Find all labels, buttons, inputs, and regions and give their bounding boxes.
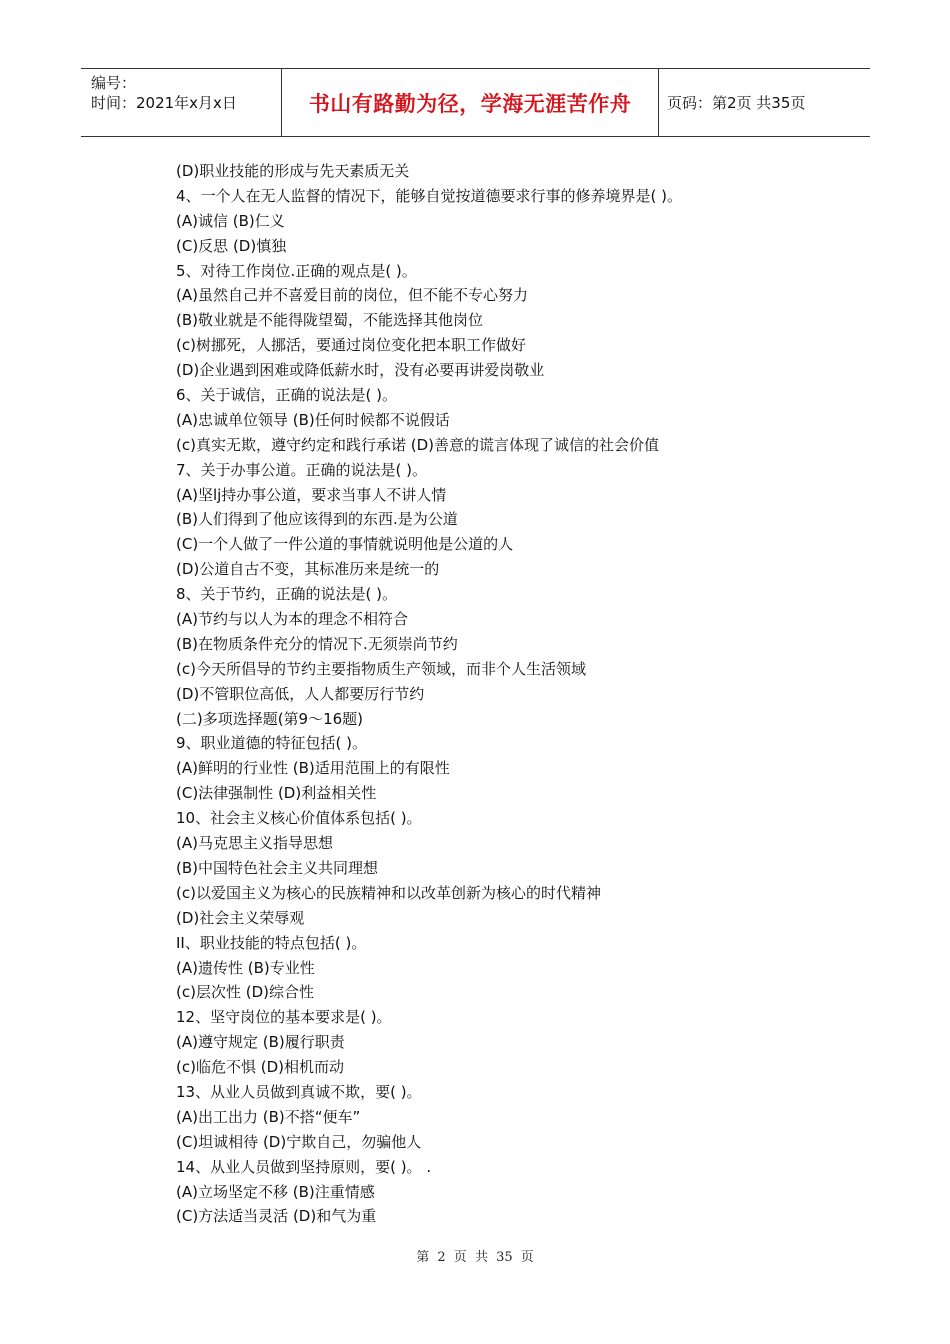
text-line: 12、坚守岗位的基本要求是( )。 — [176, 1008, 392, 1027]
text-line: 7、关于办事公道。正确的说法是( )。 — [176, 460, 428, 479]
text-line: 13、从业人员做到真诚不欺，要( )。 — [176, 1082, 422, 1101]
text-line: (C)法律强制性 (D)利益相关性 — [176, 784, 377, 803]
document-number-label: 编号： — [91, 74, 137, 92]
header-meta — [81, 69, 282, 136]
text-line: (A)鲜明的行业性 (B)适用范围上的有限性 — [176, 759, 450, 778]
text-line: 6、关于诚信，正确的说法是( )。 — [176, 386, 398, 405]
text-line: (C)反思 (D)慎独 — [176, 236, 287, 255]
text-line: (c)层次性 (D)综合性 — [176, 983, 314, 1002]
text-line: (c)临危不惧 (D)相机而动 — [176, 1058, 344, 1077]
footer-part: 页 — [453, 1250, 467, 1265]
text-line: 4、一个人在无人监督的情况下，能够自觉按道德要求行事的修养境界是( )。 — [176, 186, 683, 205]
text-line: (c)以爱国主义为核心的民族精神和以改革创新为核心的时代精神 — [176, 883, 601, 902]
header-page-info: 页码：第2页 共35页 — [667, 94, 806, 112]
text-line: (二)多项选择题(第9～16题) — [176, 709, 364, 728]
text-line: (A)虽然自己并不喜爱目前的岗位，但不能不专心努力 — [176, 286, 528, 305]
text-line: (A)遗传性 (B)专业性 — [176, 958, 315, 977]
text-line: (A)诚信 (B)仁义 — [176, 211, 285, 230]
text-line: 5、对待工作岗位.正确的观点是( )。 — [176, 261, 417, 280]
text-line: (C)方法适当灵活 (D)和气为重 — [176, 1207, 377, 1226]
footer-part: 页 — [520, 1250, 534, 1265]
header-motto: 书山有路勤为径，学海无涯苦作舟 — [282, 69, 659, 136]
text-line: 10、社会主义核心价值体系包括( )。 — [176, 809, 422, 828]
text-line: (D)社会主义荣辱观 — [176, 908, 305, 927]
text-line: (D)职业技能的形成与先天素质无关 — [176, 162, 410, 180]
text-line: (D)企业遇到困难或降低薪水时，没有必要再讲爱岗敬业 — [176, 361, 545, 380]
text-line: (c)今天所倡导的节约主要指物质生产领域，而非个人生活领域 — [176, 659, 586, 678]
footer-part: 共 — [474, 1250, 488, 1265]
text-line: 8、关于节约，正确的说法是( )。 — [176, 585, 398, 604]
text-line: (C)一个人做了一件公道的事情就说明他是公道的人 — [176, 535, 514, 554]
document-time-label: 时间：2021年x月x日 — [91, 94, 237, 112]
text-line: (D)不管职位高低，人人都要厉行节约 — [176, 684, 425, 703]
footer-page-number: 2 — [437, 1250, 446, 1265]
question-list — [176, 159, 876, 1229]
text-line: (B)中国特色社会主义共同理想 — [176, 858, 378, 877]
text-line: (B)人们得到了他应该得到的东西.是为公道 — [176, 510, 458, 529]
text-line: (c)真实无欺，遵守约定和践行承诺 (D)善意的谎言体现了诚信的社会价值 — [176, 435, 659, 454]
text-line: (A)出工出力 (B)不搭“便车” — [176, 1107, 361, 1126]
text-line: 9、职业道德的特征包括( )。 — [176, 734, 368, 753]
text-line: II、职业技能的特点包括( )。 — [176, 933, 367, 952]
text-line: (A)遵守规定 (B)履行职责 — [176, 1033, 345, 1052]
text-line: (A)节约与以人为本的理念不相符合 — [176, 610, 408, 629]
text-line: (c)树挪死，人挪活，要通过岗位变化把本职工作做好 — [176, 336, 526, 355]
footer-part: 第 — [416, 1250, 430, 1265]
page-footer — [0, 1246, 950, 1265]
text-line: (A)马克思主义指导思想 — [176, 834, 333, 853]
text-line: (A)忠诚单位领导 (B)任何时候都不说假话 — [176, 410, 450, 429]
text-line: (B)敬业就是不能得陇望蜀，不能选择其他岗位 — [176, 311, 483, 330]
text-line: (D)公道自古不变，其标准历来是统一的 — [176, 560, 440, 579]
text-line: 14、从业人员做到坚持原则，要( )。 . — [176, 1157, 432, 1176]
text-line: (A)立场坚定不移 (B)注重情感 — [176, 1182, 375, 1201]
text-line: (C)坦诚相待 (D)宁欺自己，勿骗他人 — [176, 1132, 422, 1151]
text-line: (B)在物质条件充分的情况下.无须崇尚节约 — [176, 634, 458, 653]
page-header — [81, 68, 870, 137]
text-line: (A)坚lj持办事公道，要求当事人不讲人情 — [176, 485, 447, 504]
footer-total-pages: 35 — [496, 1250, 513, 1265]
